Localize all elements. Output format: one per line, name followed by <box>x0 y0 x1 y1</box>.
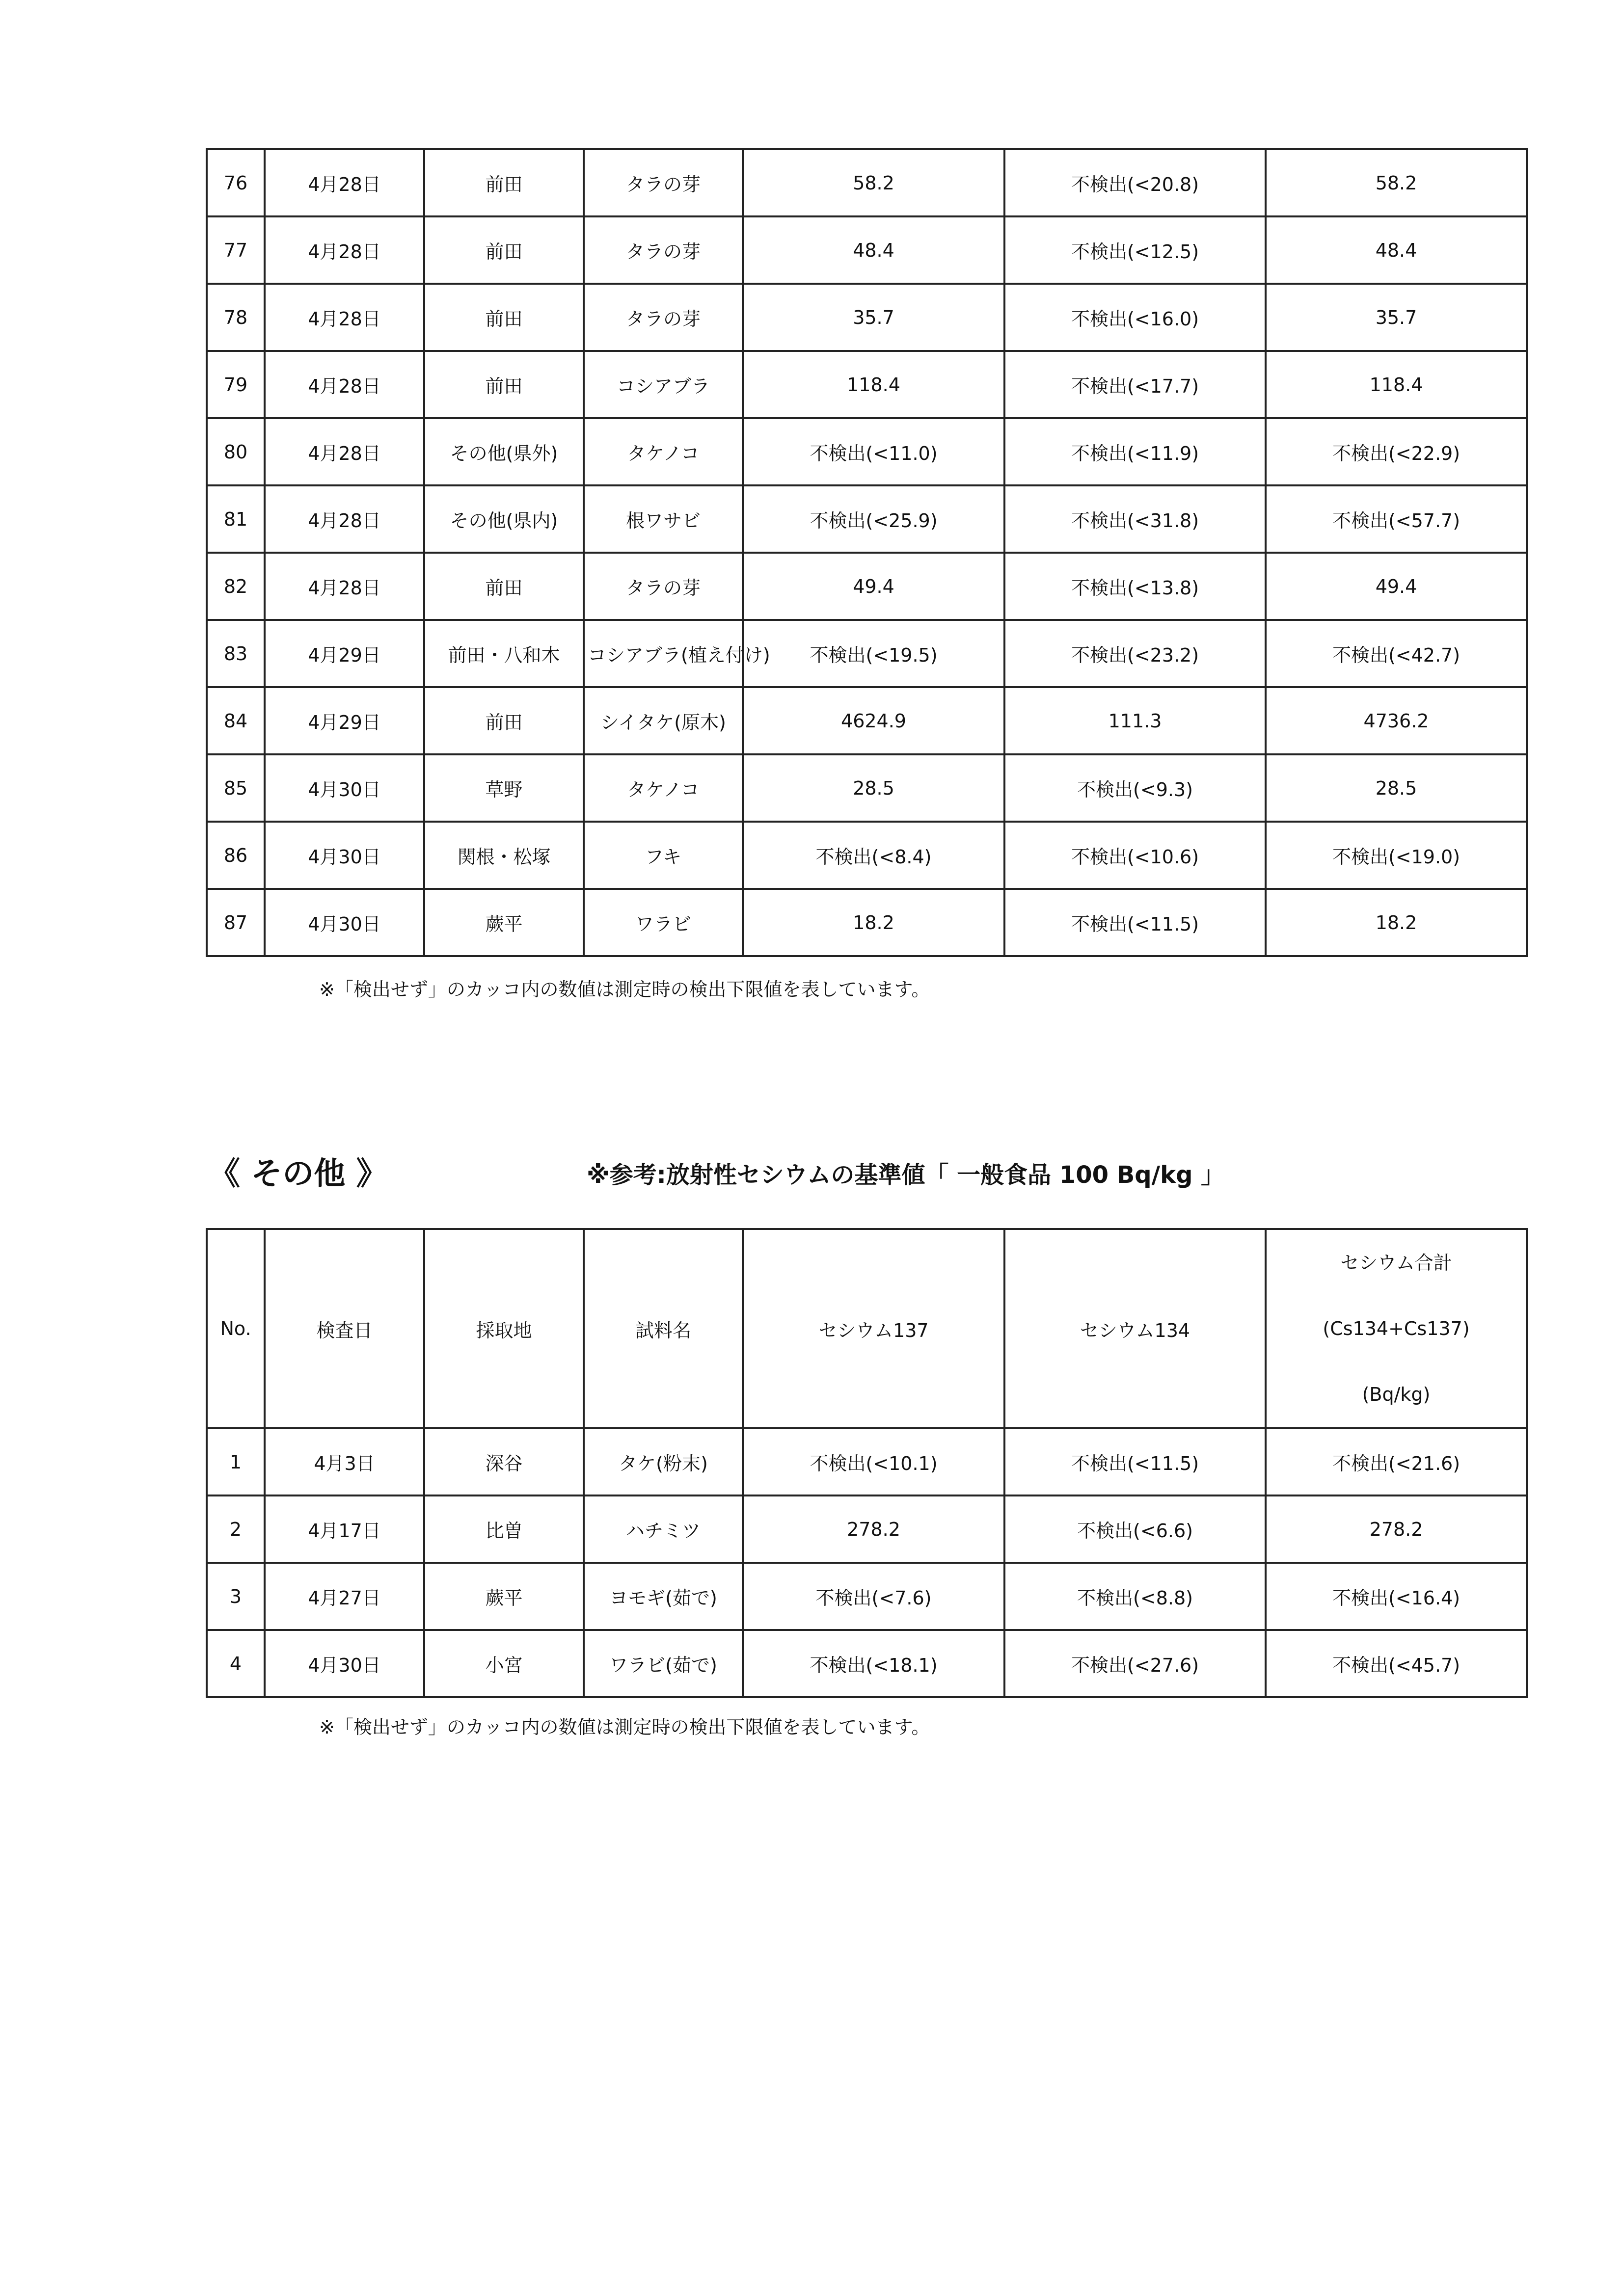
cell-cs137: 不検出(<18.1) <box>743 1630 1004 1697</box>
table-row <box>207 1495 1527 1563</box>
table-row <box>207 485 1527 553</box>
cell-sample: タラの芽 <box>584 553 743 620</box>
reference-standard: ※参考:放射性セシウムの基準値「 一般食品 100 Bq/kg 」 <box>587 1161 1225 1189</box>
table-row <box>207 149 1527 216</box>
cell-no: 81 <box>207 485 265 553</box>
cell-no: 86 <box>207 822 265 889</box>
cell-location: 比曽 <box>424 1495 584 1563</box>
cell-cs134: 不検出(<6.6) <box>1004 1495 1266 1563</box>
cell-location: 蕨平 <box>424 1563 584 1630</box>
cell-location: 蕨平 <box>424 889 584 956</box>
cell-location: 深谷 <box>424 1428 584 1495</box>
cell-no: 76 <box>207 149 265 216</box>
cell-cs137: 不検出(<8.4) <box>743 822 1004 889</box>
cell-sample: タケノコ <box>584 754 743 822</box>
cell-total: 49.4 <box>1266 553 1527 620</box>
cell-cs134: 不検出(<11.5) <box>1004 1428 1266 1495</box>
footnote: ※「検出せず」のカッコ内の数値は測定時の検出下限値を表しています。 <box>319 1716 930 1738</box>
cell-cs137: 18.2 <box>743 889 1004 956</box>
cell-cs134: 不検出(<31.8) <box>1004 485 1266 553</box>
cell-cs134: 不検出(<20.8) <box>1004 149 1266 216</box>
cell-total: 不検出(<42.7) <box>1266 620 1527 687</box>
header-no: No. <box>207 1229 265 1428</box>
cell-cs137: 35.7 <box>743 284 1004 351</box>
cell-no: 85 <box>207 754 265 822</box>
cell-total: 28.5 <box>1266 754 1527 822</box>
cell-sample: コシアブラ(植え付け) <box>584 620 743 687</box>
section-title: 《 その他 》 <box>209 1156 388 1192</box>
table-row <box>207 687 1527 754</box>
cell-sample: タケノコ <box>584 418 743 485</box>
cell-sample: タラの芽 <box>584 216 743 284</box>
table-row <box>207 1563 1527 1630</box>
cell-location: 草野 <box>424 754 584 822</box>
cell-date: 4月28日 <box>265 351 424 418</box>
cell-cs134: 111.3 <box>1004 687 1266 754</box>
cell-total: 不検出(<21.6) <box>1266 1428 1527 1495</box>
cell-no: 79 <box>207 351 265 418</box>
cell-total: 118.4 <box>1266 351 1527 418</box>
cell-date: 4月30日 <box>265 1630 424 1697</box>
results-table-top-body <box>207 149 1527 956</box>
table-header-row <box>207 1229 1527 1428</box>
cell-cs137: 不検出(<19.5) <box>743 620 1004 687</box>
cell-no: 4 <box>207 1630 265 1697</box>
cell-total: 278.2 <box>1266 1495 1527 1563</box>
cell-cs137: 28.5 <box>743 754 1004 822</box>
header-total-line2: (Cs134+Cs137) <box>1323 1318 1470 1339</box>
cell-no: 87 <box>207 889 265 956</box>
header-cs137: セシウム137 <box>743 1229 1004 1428</box>
cell-no: 80 <box>207 418 265 485</box>
cell-date: 4月3日 <box>265 1428 424 1495</box>
cell-date: 4月28日 <box>265 216 424 284</box>
cell-total: 35.7 <box>1266 284 1527 351</box>
cell-sample: シイタケ(原木) <box>584 687 743 754</box>
table-row <box>207 620 1527 687</box>
cell-cs137: 不検出(<10.1) <box>743 1428 1004 1495</box>
cell-location: 小宮 <box>424 1630 584 1697</box>
cell-sample: ワラビ <box>584 889 743 956</box>
cell-location: 関根・松塚 <box>424 822 584 889</box>
header-date: 検査日 <box>265 1229 424 1428</box>
cell-cs134: 不検出(<17.7) <box>1004 351 1266 418</box>
table-row <box>207 351 1527 418</box>
cell-cs137: 118.4 <box>743 351 1004 418</box>
cell-total: 48.4 <box>1266 216 1527 284</box>
cell-location: 前田・八和木 <box>424 620 584 687</box>
table-row <box>207 889 1527 956</box>
cell-location: 前田 <box>424 216 584 284</box>
table-row <box>207 754 1527 822</box>
cell-location: 前田 <box>424 351 584 418</box>
cell-no: 77 <box>207 216 265 284</box>
cell-date: 4月28日 <box>265 418 424 485</box>
header-cs134: セシウム134 <box>1004 1229 1266 1428</box>
cell-sample: タラの芽 <box>584 149 743 216</box>
cell-location: 前田 <box>424 284 584 351</box>
cell-cs134: 不検出(<23.2) <box>1004 620 1266 687</box>
cell-no: 82 <box>207 553 265 620</box>
header-total-line3: (Bq/kg) <box>1362 1384 1431 1405</box>
table-row <box>207 284 1527 351</box>
cell-sample: ヨモギ(茹で) <box>584 1563 743 1630</box>
cell-cs137: 不検出(<11.0) <box>743 418 1004 485</box>
header-total-line1: セシウム合計 <box>1340 1252 1452 1274</box>
cell-total: 58.2 <box>1266 149 1527 216</box>
footnote: ※「検出せず」のカッコ内の数値は測定時の検出下限値を表しています。 <box>319 979 930 1000</box>
cell-location: 前田 <box>424 149 584 216</box>
cell-total: 不検出(<16.4) <box>1266 1563 1527 1630</box>
cell-cs137: 4624.9 <box>743 687 1004 754</box>
results-table-top <box>206 148 1528 957</box>
cell-cs137: 49.4 <box>743 553 1004 620</box>
cell-date: 4月27日 <box>265 1563 424 1630</box>
cell-cs134: 不検出(<27.6) <box>1004 1630 1266 1697</box>
cell-total: 不検出(<22.9) <box>1266 418 1527 485</box>
cell-sample: ハチミツ <box>584 1495 743 1563</box>
cell-cs134: 不検出(<9.3) <box>1004 754 1266 822</box>
cell-sample: タラの芽 <box>584 284 743 351</box>
table-row <box>207 1428 1527 1495</box>
cell-location: 前田 <box>424 553 584 620</box>
cell-date: 4月29日 <box>265 687 424 754</box>
cell-date: 4月28日 <box>265 284 424 351</box>
cell-date: 4月29日 <box>265 620 424 687</box>
cell-cs134: 不検出(<11.5) <box>1004 889 1266 956</box>
cell-location: その他(県内) <box>424 485 584 553</box>
cell-cs137: 不検出(<25.9) <box>743 485 1004 553</box>
cell-date: 4月30日 <box>265 822 424 889</box>
cell-cs137: 48.4 <box>743 216 1004 284</box>
cell-no: 1 <box>207 1428 265 1495</box>
cell-total: 不検出(<45.7) <box>1266 1630 1527 1697</box>
cell-date: 4月28日 <box>265 553 424 620</box>
cell-date: 4月28日 <box>265 149 424 216</box>
cell-cs134: 不検出(<13.8) <box>1004 553 1266 620</box>
cell-cs134: 不検出(<12.5) <box>1004 216 1266 284</box>
header-sample: 試料名 <box>584 1229 743 1428</box>
cell-no: 78 <box>207 284 265 351</box>
cell-cs134: 不検出(<10.6) <box>1004 822 1266 889</box>
cell-date: 4月30日 <box>265 754 424 822</box>
cell-date: 4月28日 <box>265 485 424 553</box>
header-location: 採取地 <box>424 1229 584 1428</box>
cell-cs137: 58.2 <box>743 149 1004 216</box>
cell-sample: タケ(粉末) <box>584 1428 743 1495</box>
table-row <box>207 822 1527 889</box>
results-table-other <box>206 1228 1528 1698</box>
results-table-other-body <box>207 1229 1527 1697</box>
cell-total: 不検出(<19.0) <box>1266 822 1527 889</box>
cell-total: 18.2 <box>1266 889 1527 956</box>
cell-no: 2 <box>207 1495 265 1563</box>
cell-sample: フキ <box>584 822 743 889</box>
cell-sample: コシアブラ <box>584 351 743 418</box>
cell-location: 前田 <box>424 687 584 754</box>
table-row <box>207 1630 1527 1697</box>
cell-date: 4月17日 <box>265 1495 424 1563</box>
table-row <box>207 553 1527 620</box>
cell-location: その他(県外) <box>424 418 584 485</box>
cell-sample: 根ワサビ <box>584 485 743 553</box>
cell-no: 83 <box>207 620 265 687</box>
cell-no: 3 <box>207 1563 265 1630</box>
cell-total: 不検出(<57.7) <box>1266 485 1527 553</box>
cell-cs134: 不検出(<11.9) <box>1004 418 1266 485</box>
cell-cs137: 不検出(<7.6) <box>743 1563 1004 1630</box>
cell-cs137: 278.2 <box>743 1495 1004 1563</box>
cell-no: 84 <box>207 687 265 754</box>
header-total <box>1266 1229 1527 1428</box>
cell-sample: ワラビ(茹で) <box>584 1630 743 1697</box>
cell-total: 4736.2 <box>1266 687 1527 754</box>
table-row <box>207 216 1527 284</box>
table-row <box>207 418 1527 485</box>
cell-cs134: 不検出(<8.8) <box>1004 1563 1266 1630</box>
cell-date: 4月30日 <box>265 889 424 956</box>
cell-cs134: 不検出(<16.0) <box>1004 284 1266 351</box>
